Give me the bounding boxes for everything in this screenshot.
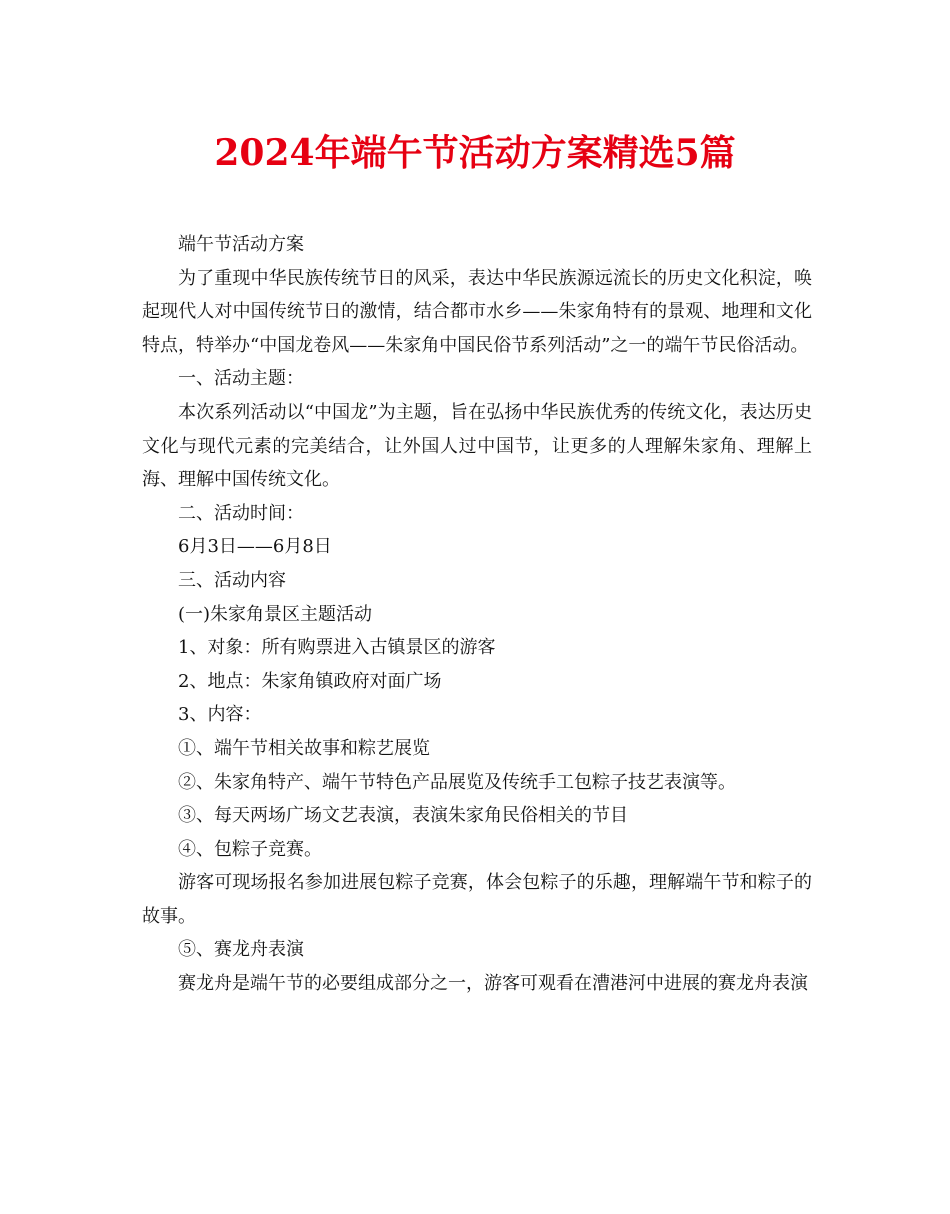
paragraph-time: 6月3日——6月8日 xyxy=(178,536,332,558)
document-body xyxy=(142,228,812,1001)
paragraph-competition: 游客可现场报名参加进展包粽子竞赛，体会包粽子的乐趣，理解端午节和粽子的故事。 xyxy=(142,872,812,927)
paragraph-theme: 本次系列活动以“中国龙”为主题，旨在弘扬中华民族优秀的传统文化，表达历史文化与现代元素的完美结合，让外国人过中国节，让更多的人理解朱家角、理解上海、理解中国传统文化。 xyxy=(142,401,812,491)
list-item: 2、地点：朱家角镇政府对面广场 xyxy=(178,670,442,692)
list-item: 1、对象：所有购票进入古镇景区的游客 xyxy=(178,637,496,659)
section-heading-time: 二、活动时间： xyxy=(178,502,304,524)
list-item: ⑤、赛龙舟表演 xyxy=(178,939,304,961)
paragraph-intro: 为了重现中华民族传统节日的风采，表达中华民族源远流长的历史文化积淀，唤起现代人对中国传统节日的激情，结合都市水乡——朱家角特有的景观、地理和文化特点，特举办“中国龙卷风——朱家角中国民俗节系列活动”之一的端午节民俗活动。 xyxy=(142,267,812,356)
list-item: ②、朱家角特产、端午节特色产品展览及传统手工包粽子技艺表演等。 xyxy=(178,771,736,793)
paragraph-heading: 端午节活动方案 xyxy=(178,234,304,255)
section-heading-theme: 一、活动主题： xyxy=(178,368,304,390)
list-item: ①、端午节相关故事和粽艺展览 xyxy=(178,737,430,759)
list-item: ③、每天两场广场文艺表演，表演朱家角民俗相关的节目 xyxy=(178,805,628,827)
list-item: ④、包粽子竞赛。 xyxy=(178,838,322,860)
page-title: 2024年端午节活动方案精选5篇 xyxy=(214,132,736,174)
subsection-heading: (一)朱家角景区主题活动 xyxy=(178,603,373,625)
paragraph-dragon-boat: 赛龙舟是端午节的必要组成部分之一，游客可观看在漕港河中进展的赛龙舟表演 xyxy=(178,973,808,995)
section-heading-content: 三、活动内容 xyxy=(178,569,286,591)
list-item: 3、内容： xyxy=(178,704,262,726)
